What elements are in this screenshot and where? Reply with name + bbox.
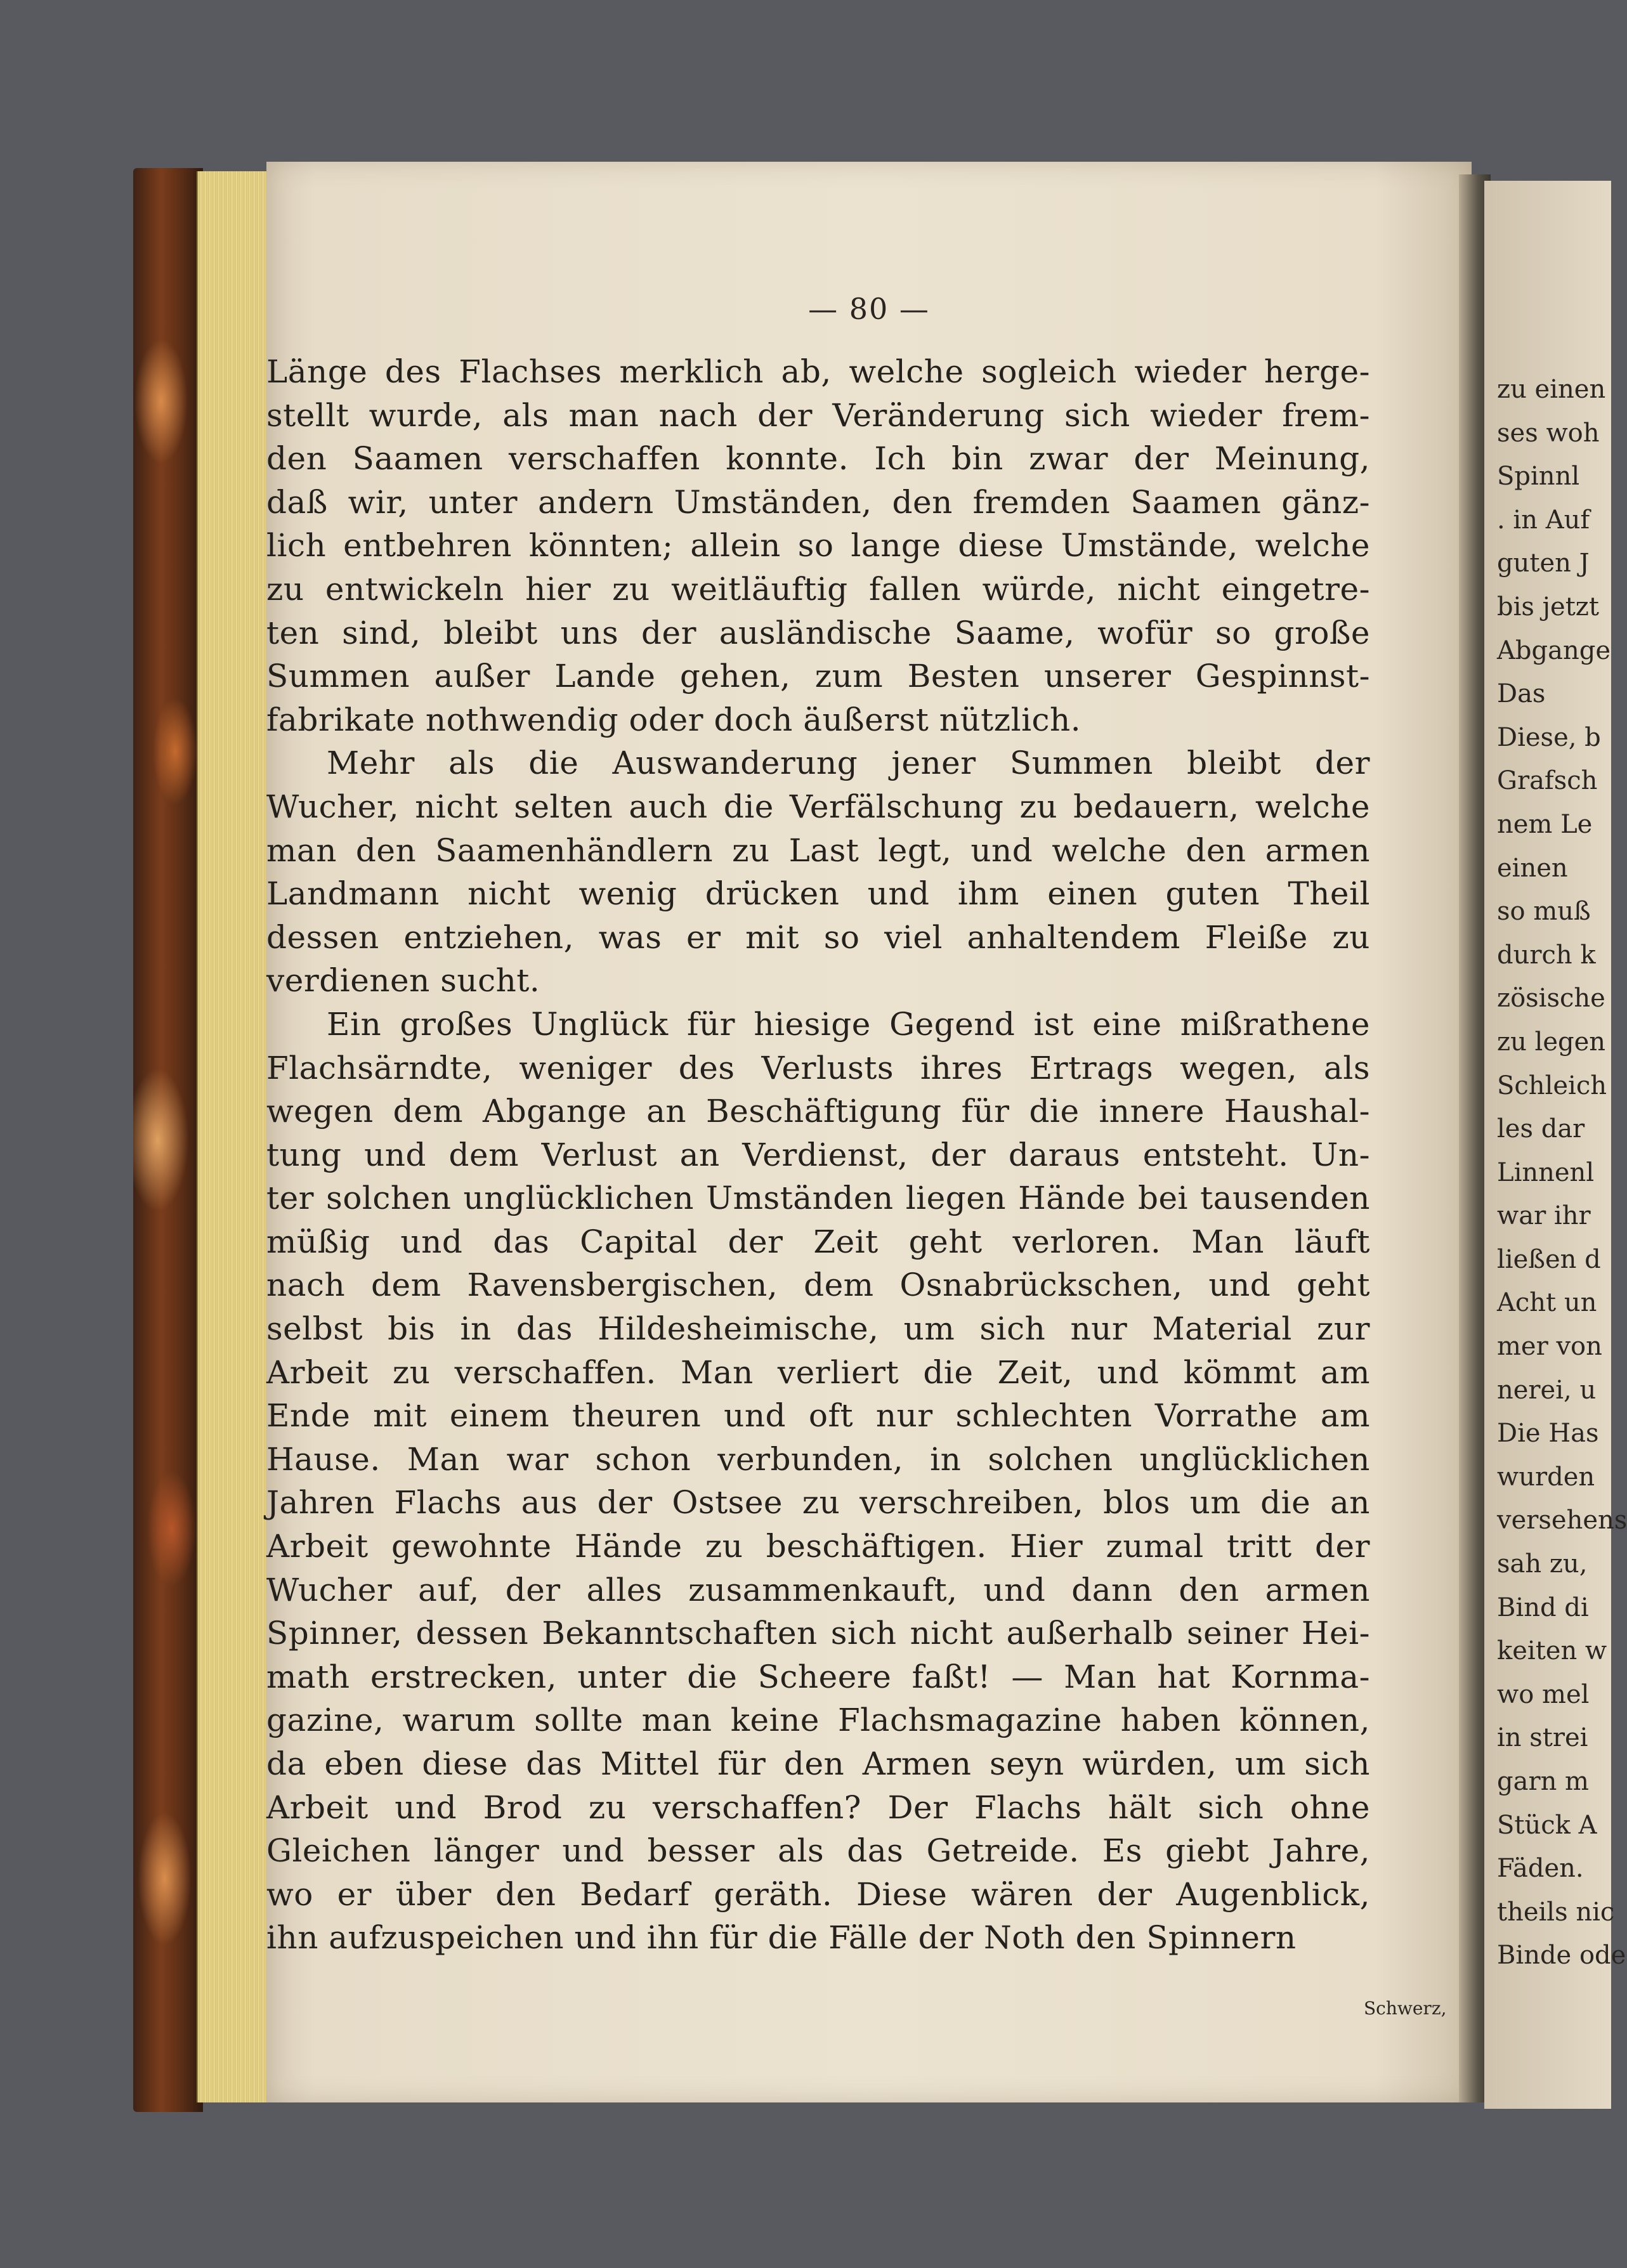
text-line: Ein großes Unglück für hiesige Gegend ist eine mißrathene xyxy=(327,1005,1370,1043)
right-page-fragment: les dar xyxy=(1497,1114,1585,1144)
text-line: daß wir, unter andern Umständen, den fremden Saamen gänz- xyxy=(266,483,1370,521)
right-page-fragment: versehens xyxy=(1497,1506,1627,1535)
text-line: lich entbehren könnten; allein so lange diese Umstände, welche xyxy=(266,527,1370,564)
right-page-fragment: wo mel xyxy=(1497,1679,1590,1709)
right-page-fragment: Die Has xyxy=(1497,1419,1599,1449)
text-line: Jahren Flachs aus der Ostsee zu verschreiben, blos um die an xyxy=(266,1484,1370,1522)
right-page xyxy=(1484,181,1627,2109)
text-line: gazine, warum sollte man keine Flachsmagazine haben können, xyxy=(266,1702,1370,1739)
text-line: selbst bis in das Hildesheimische, um sich nur Material zur xyxy=(266,1310,1370,1348)
text-line: Arbeit und Brod zu verschaffen? Der Flachs hält sich ohne xyxy=(266,1789,1370,1826)
paragraph xyxy=(266,741,1370,1003)
right-page-fragment: in strei xyxy=(1497,1723,1588,1753)
text-line: verdienen sucht. xyxy=(266,962,540,1000)
right-page-fragment: Abgange xyxy=(1497,635,1611,665)
text-line: Landmann nicht wenig drücken und ihm einen guten Theil xyxy=(266,875,1370,913)
text-line: Arbeit zu verschaffen. Man verliert die Zeit, und kömmt am xyxy=(266,1353,1370,1391)
page-edges xyxy=(197,171,271,2102)
text-line: Arbeit gewohnte Hände zu beschäftigen. Hier zumal tritt der xyxy=(266,1528,1370,1565)
right-page-fragment: zu legen xyxy=(1497,1027,1606,1057)
text-line: ihn aufzuspeichen und ihn für die Fälle der Noth den Spinnern xyxy=(266,1919,1297,1957)
right-page-fragment: durch k xyxy=(1497,940,1596,970)
right-page-fragment: sah zu, xyxy=(1497,1549,1588,1579)
right-page-fragment: so muß xyxy=(1497,897,1591,927)
text-line: müßig und das Capital der Zeit geht verloren. Man läuft xyxy=(266,1223,1370,1260)
text-line: ten sind, bleibt uns der ausländische Saame, wofür so große xyxy=(266,614,1370,651)
right-page-fragment: Stück A xyxy=(1497,1810,1597,1840)
right-page-fragment: bis jetzt xyxy=(1497,592,1599,622)
text-line: Gleichen länger und besser als das Getreide. Es giebt Jahre, xyxy=(266,1832,1370,1870)
right-page-fragment: Linnenl xyxy=(1497,1157,1595,1187)
text-line: dessen entziehen, was er mit so viel anhaltendem Fleiße zu xyxy=(266,918,1370,956)
right-page-fragment: Schleich xyxy=(1497,1071,1607,1100)
right-page-fragment: war ihr xyxy=(1497,1201,1591,1231)
right-page-fragment: Diese, b xyxy=(1497,722,1601,752)
text-line: stellt wurde, als man nach der Veränderung sich wieder frem- xyxy=(266,396,1370,434)
text-line: math erstrecken, unter die Scheere faßt! — Man hat Kornma- xyxy=(266,1658,1370,1695)
text-line: Hause. Man war schon verbunden, in solchen unglücklichen xyxy=(266,1440,1370,1478)
marbled-cover xyxy=(133,168,203,2112)
right-page-fragment: garn m xyxy=(1497,1767,1589,1796)
right-page-fragment: Bind di xyxy=(1497,1593,1589,1622)
text-line: nach dem Ravensbergischen, dem Osnabrückschen, und geht xyxy=(266,1267,1370,1304)
text-line: den Saamen verschaffen konnte. Ich bin zwar der Meinung, xyxy=(266,440,1370,478)
text-line: Wucher, nicht selten auch die Verfälschung zu bedauern, welche xyxy=(266,788,1370,825)
text-line: Flachsärndte, weniger des Verlusts ihres Ertrags wegen, als xyxy=(266,1049,1370,1086)
body-text xyxy=(266,350,1370,1960)
right-page-fragment: ses woh xyxy=(1497,418,1600,448)
text-line: wo er über den Bedarf geräth. Diese wären der Augenblick, xyxy=(266,1875,1370,1913)
right-page-fragment: nem Le xyxy=(1497,809,1593,839)
text-line: Ende mit einem theuren und oft nur schlechten Vorrathe am xyxy=(266,1397,1370,1435)
text-line: man den Saamenhändlern zu Last legt, und welche den armen xyxy=(266,831,1370,869)
text-line: Spinner, dessen Bekanntschaften sich nicht außerhalb seiner Hei- xyxy=(266,1615,1370,1652)
text-line: da eben diese das Mittel für den Armen seyn würden, um sich xyxy=(266,1745,1370,1782)
text-line: ter solchen unglücklichen Umständen liegen Hände bei tausenden xyxy=(266,1180,1370,1217)
right-page-fragment: zösische xyxy=(1497,984,1605,1013)
text-line: zu entwickeln hier zu weitläuftig fallen würde, nicht eingetre- xyxy=(266,570,1370,608)
right-page-footer: Schwerz, xyxy=(1364,1998,1447,2019)
page-number: — 80 — xyxy=(808,292,930,326)
right-page-fragment: einen xyxy=(1497,853,1568,883)
right-page-fragment: ließen d xyxy=(1497,1244,1601,1274)
text-line: Summen außer Lande gehen, zum Besten unserer Gespinnst- xyxy=(266,658,1370,695)
text-line: Mehr als die Auswanderung jener Summen bleibt der xyxy=(327,745,1370,782)
right-page-fragment: Grafsch xyxy=(1497,766,1598,796)
text-line: Wucher auf, der alles zusammenkauft, und dann den armen xyxy=(266,1571,1370,1608)
right-page-fragment: guten J xyxy=(1497,549,1590,578)
right-page-text xyxy=(1484,368,1627,1978)
right-page-fragment: keiten w xyxy=(1497,1636,1607,1666)
right-page-fragment: nerei, u xyxy=(1497,1375,1597,1405)
right-page-fragment: Das xyxy=(1497,679,1546,709)
right-page-fragment: mer von xyxy=(1497,1332,1602,1362)
paragraph xyxy=(266,1003,1370,1960)
text-line: tung und dem Verlust an Verdienst, der daraus entsteht. Un- xyxy=(266,1136,1370,1173)
right-page-fragment: Fäden. xyxy=(1497,1854,1584,1884)
text-line: wegen dem Abgange an Beschäftigung für die innere Haushal- xyxy=(266,1093,1370,1130)
right-page-fragment: . in Auf xyxy=(1497,505,1590,535)
right-page-fragment: wurden xyxy=(1497,1462,1595,1492)
paragraph xyxy=(266,350,1370,741)
right-page-fragment: Acht un xyxy=(1497,1288,1597,1318)
text-line: fabrikate nothwendig oder doch äußerst nützlich. xyxy=(266,701,1081,738)
right-page-fragment: Spinnl xyxy=(1497,462,1580,492)
right-page-fragment: zu einen xyxy=(1497,375,1606,404)
text-line: Länge des Flachses merklich ab, welche sogleich wieder herge- xyxy=(266,353,1370,390)
right-page-fragment: Binde ode xyxy=(1497,1941,1626,1971)
right-page-fragment: theils nic xyxy=(1497,1897,1615,1927)
